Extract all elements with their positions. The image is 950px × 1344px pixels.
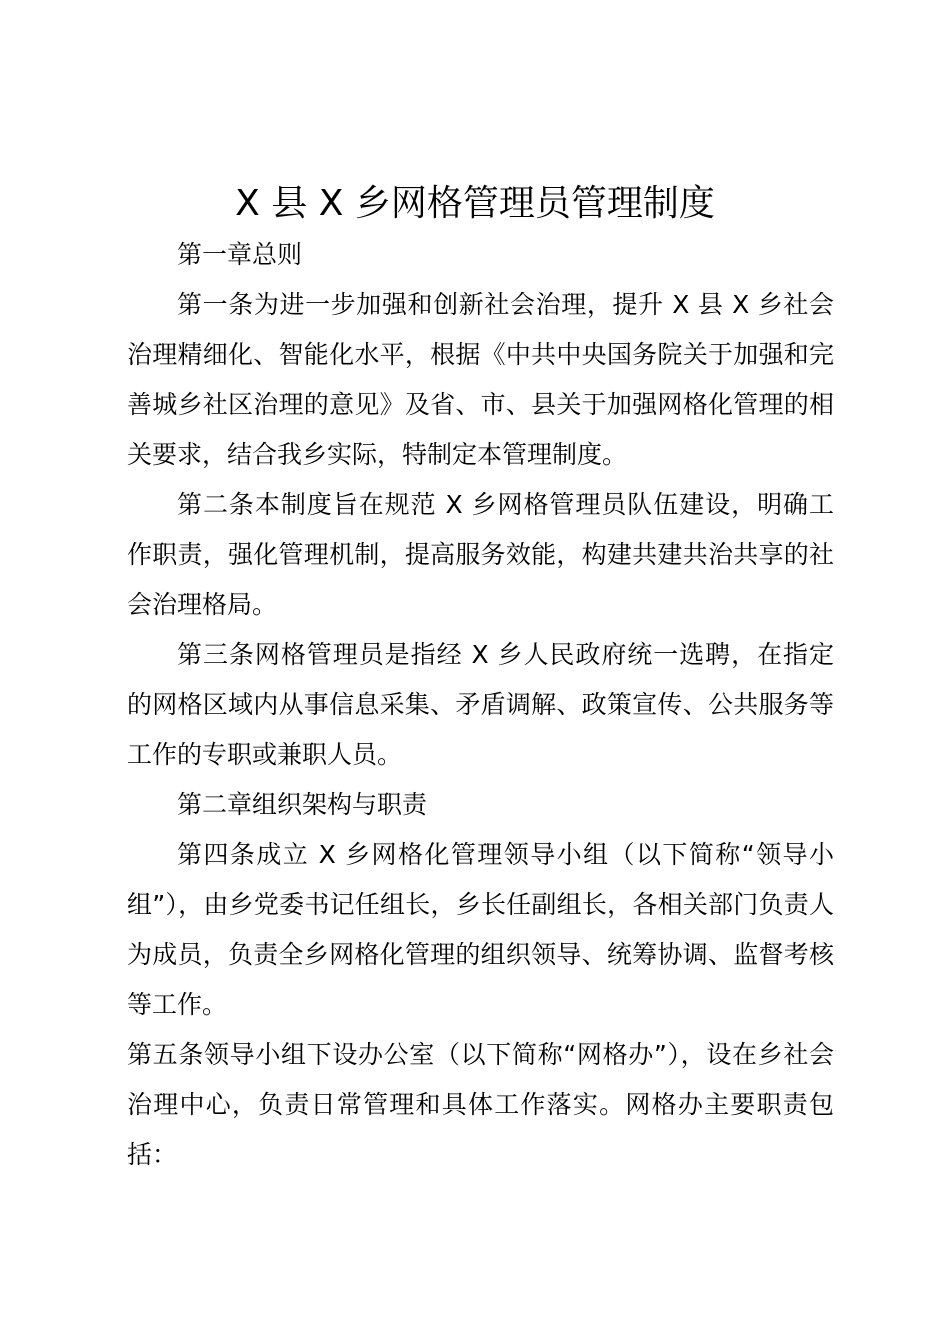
document-body (127, 230, 834, 1180)
chapter-heading: 第二章组织架构与职责 (177, 790, 428, 819)
chapter-heading: 第一章总则 (177, 240, 303, 269)
article-paragraph: 第一条为进一步加强和创新社会治理，提升 X 县 X 乡社会治理精细化、智能化水平，根据《中共中央国务院关于加强和完善城乡社区治理的意见》及省、市、县关于加强网格化管理的相关要求，结合我乡实际，特制定本管理制度。 (127, 290, 834, 469)
article-paragraph: 第三条网格管理员是指经 X 乡人民政府统一选聘，在指定的网格区域内从事信息采集、矛盾调解、政策宣传、公共服务等工作的专职或兼职人员。 (127, 640, 834, 769)
article-paragraph: 第二条本制度旨在规范 X 乡网格管理员队伍建设，明确工作职责，强化管理机制，提高服务效能，构建共建共治共享的社会治理格局。 (127, 490, 834, 619)
article-paragraph: 第五条领导小组下设办公室（以下简称“网格办”），设在乡社会治理中心，负责日常管理和具体工作落实。网格办主要职责包括： (127, 1040, 834, 1169)
article-paragraph: 第四条成立 X 乡网格化管理领导小组（以下简称“领导小组”），由乡党委书记任组长，乡长任副组长，各相关部门负责人为成员，负责全乡网格化管理的组织领导、统筹协调、监督考核等工作。 (127, 840, 834, 1019)
document-title: X 县 X 乡网格管理员管理制度 (235, 183, 715, 224)
